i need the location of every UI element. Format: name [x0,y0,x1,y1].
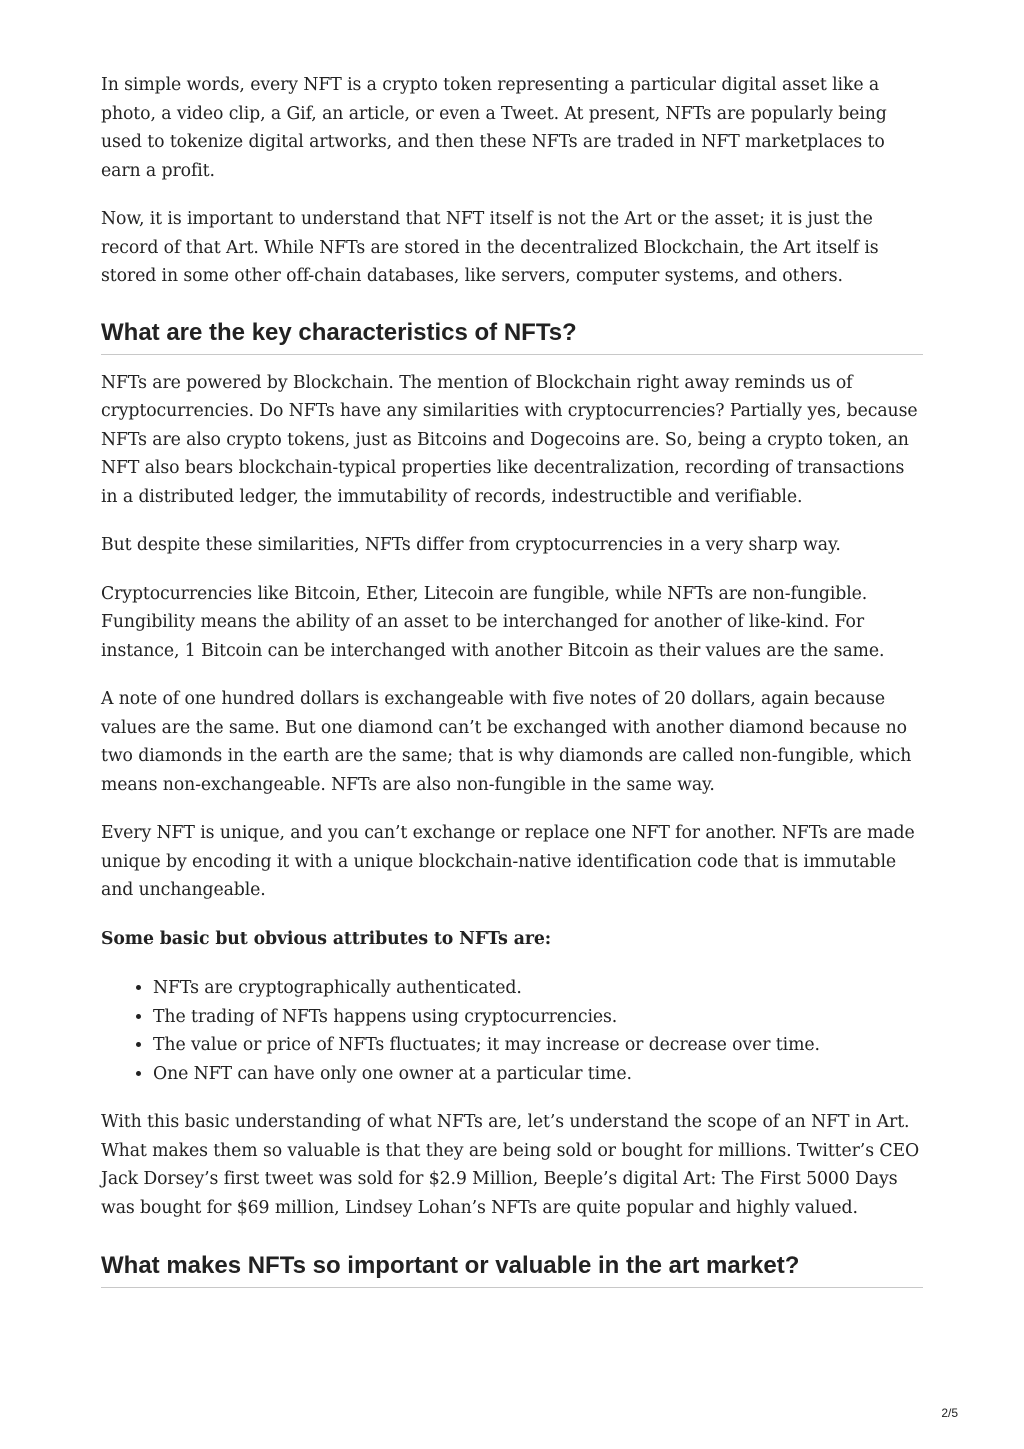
section-heading-characteristics: What are the key characteristics of NFTs? [101,318,923,355]
attributes-list [101,974,923,1088]
attributes-intro: Some basic but obvious attributes to NFTs are: [101,928,552,949]
list-item: • The value or price of NFTs fluctuates; it may increase or decrease over time. [153,1031,923,1060]
page-number: 2/5 [941,1406,958,1420]
document-page [101,71,923,1302]
paragraph-characteristics-1: NFTs are powered by Blockchain. The mention of Blockchain right away reminds us of cryptocurrencies. Do NFTs have any similarities with cryptocurrencies? Partially yes, because NFTs are also crypto tokens, just as Bitcoins and Dogecoins are. So, being a crypto token, an NFT also bears blockchain-typical properties like decentralization, recording of transactions in a distributed ledger, the immutability of records, indestructible and verifiable. [101,372,918,507]
paragraph-characteristics-5: Every NFT is unique, and you can’t exchange or replace one NFT for another. NFTs are made unique by encoding it with a unique blockchain-native identification code that is immutable and unchangeable. [101,823,915,900]
paragraph-intro-2: Now, it is important to understand that NFT itself is not the Art or the asset; it is just the record of that Art. While NFTs are stored in the decentralized Blockchain, the Art itself is stored in some other off-chain databases, like servers, computer systems, and others. [101,209,879,286]
section-heading-value: What makes NFTs so important or valuable in the art market? [101,1251,923,1288]
paragraph-intro-1: In simple words, every NFT is a crypto token representing a particular digital asset like a photo, a video clip, a Gif, an article, or even a Tweet. At present, NFTs are popularly being used to tokenize digital artworks, and then these NFTs are traded in NFT marketplaces to earn a profit. [101,75,887,181]
paragraph-scope: With this basic understanding of what NFTs are, let’s understand the scope of an NFT in Art. What makes them so valuable is that they are being sold or bought for millions. Twitter’s CEO Jack Dorsey’s first tweet was sold for $2.9 Million, Beeple’s digital Art: The First 5000 Days was bought for $69 million, Lindsey Lohan’s NFTs are quite popular and highly valued. [101,1112,920,1218]
paragraph-characteristics-4: A note of one hundred dollars is exchangeable with five notes of 20 dollars, again because values are the same. But one diamond can’t be exchanged with another diamond because no two diamonds in the earth are the same; that is why diamonds are called non-fungible, which means non-exchangeable. NFTs are also non-fungible in the same way. [101,689,912,795]
list-item: • The trading of NFTs happens using cryptocurrencies. [153,1003,923,1032]
paragraph-characteristics-2: But despite these similarities, NFTs differ from cryptocurrencies in a very sharp way. [101,535,841,555]
list-item: • One NFT can have only one owner at a particular time. [153,1060,923,1089]
list-item: • NFTs are cryptographically authenticated. [153,974,923,1003]
paragraph-characteristics-3: Cryptocurrencies like Bitcoin, Ether, Litecoin are fungible, while NFTs are non-fungible. Fungibility means the ability of an asset to be interchanged for another of like-kind. For instance, 1 Bitcoin can be interchanged with another Bitcoin as their values are the same. [101,583,885,661]
